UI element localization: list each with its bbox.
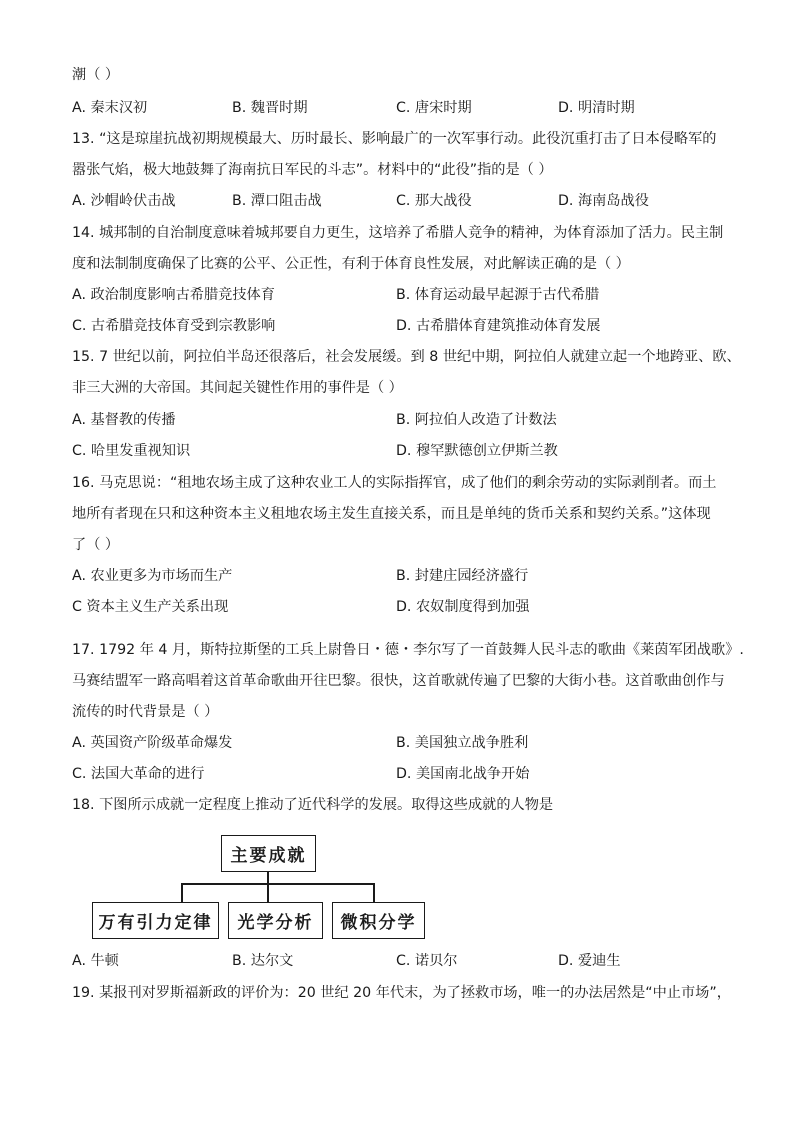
q16-option-b[interactable]: B. 封建庄园经济盛行 bbox=[396, 568, 529, 584]
q13-option-c[interactable]: C. 那大战役 bbox=[396, 193, 472, 209]
q13-stem-line2: 嚣张气焰，极大地鼓舞了海南抗日军民的斗志”。材料中的“此役”指的是（ ） bbox=[72, 162, 553, 178]
q18-stem-line1: 18. 下图所示成就一定程度上推动了近代科学的发展。取得这些成就的人物是 bbox=[72, 797, 554, 813]
diagram-box-gravitation: 万有引力定律 bbox=[92, 902, 219, 939]
q15-stem-line2: 非三大洲的大帝国。其间起关键性作用的事件是（ ） bbox=[72, 380, 403, 396]
q13-option-b[interactable]: B. 潭口阻击战 bbox=[232, 193, 322, 209]
q17-option-b[interactable]: B. 美国独立战争胜利 bbox=[396, 735, 529, 751]
diagram-connector-horizontal bbox=[181, 883, 375, 885]
q14-stem-line2: 度和法制制度确保了比赛的公平、公正性，有利于体育良性发展，对此解读正确的是（ ） bbox=[72, 256, 630, 272]
q12-option-b[interactable]: B. 魏晋时期 bbox=[232, 100, 308, 116]
q12-option-c[interactable]: C. 唐宋时期 bbox=[396, 100, 472, 116]
q16-option-d[interactable]: D. 农奴制度得到加强 bbox=[396, 599, 530, 615]
q12-option-a[interactable]: A. 秦末汉初 bbox=[72, 100, 148, 116]
q16-option-a[interactable]: A. 农业更多为市场而生产 bbox=[72, 568, 233, 584]
q13-option-d[interactable]: D. 海南岛战役 bbox=[558, 193, 649, 209]
q18-option-b[interactable]: B. 达尔文 bbox=[232, 953, 294, 969]
q16-stem-line3: 了（ ） bbox=[72, 537, 120, 553]
q13-stem-line1: 13. “这是琼崖抗战初期规模最大、历时最长、影响最广的一次军事行动。此役沉重打击了日本侵略军的 bbox=[72, 131, 717, 147]
q12-option-d[interactable]: D. 明清时期 bbox=[558, 100, 635, 116]
q18-option-c[interactable]: C. 诺贝尔 bbox=[396, 953, 458, 969]
diagram-box-calculus: 微积分学 bbox=[332, 902, 425, 939]
q15-option-b[interactable]: B. 阿拉伯人改造了计数法 bbox=[396, 412, 557, 428]
diagram-connector-middle bbox=[267, 883, 269, 903]
q16-option-c[interactable]: C 资本主义生产关系出现 bbox=[72, 599, 229, 615]
diagram-box-optics: 光学分析 bbox=[228, 902, 323, 939]
q15-option-a[interactable]: A. 基督教的传播 bbox=[72, 412, 176, 428]
q15-option-c[interactable]: C. 哈里发重视知识 bbox=[72, 443, 191, 459]
q15-option-d[interactable]: D. 穆罕默德创立伊斯兰教 bbox=[396, 443, 558, 459]
q17-stem-line1: 17. 1792 年 4 月，斯特拉斯堡的工兵上尉鲁日・德・李尔写了一首鼓舞人民斗志的歌曲《莱茵军团战歌》. bbox=[72, 642, 744, 658]
q15-stem-line1: 15. 7 世纪以前，阿拉伯半岛还很落后，社会发展缓。到 8 世纪中期，阿拉伯人就建立起一个地跨亚、欧、 bbox=[72, 349, 741, 365]
q12-stem-tail: 潮（ ） bbox=[72, 67, 120, 83]
q18-option-a[interactable]: A. 牛顿 bbox=[72, 953, 119, 969]
q17-option-a[interactable]: A. 英国资产阶级革命爆发 bbox=[72, 735, 233, 751]
q17-option-c[interactable]: C. 法国大革命的进行 bbox=[72, 766, 205, 782]
q14-option-b[interactable]: B. 体育运动最早起源于古代希腊 bbox=[396, 287, 600, 303]
q17-option-d[interactable]: D. 美国南北战争开始 bbox=[396, 766, 530, 782]
q19-stem-line1: 19. 某报刊对罗斯福新政的评价为：20 世纪 20 年代末，为了拯救市场，唯一的办法居然是“中止市场”， bbox=[72, 985, 731, 1001]
diagram-top-box: 主要成就 bbox=[221, 835, 316, 872]
q17-stem-line2: 马赛结盟军一路高唱着这首革命歌曲开往巴黎。很快，这首歌就传遍了巴黎的大街小巷。这首歌曲创作与 bbox=[72, 673, 725, 689]
diagram-connector-right bbox=[373, 883, 375, 903]
q14-option-a[interactable]: A. 政治制度影响古希腊竞技体育 bbox=[72, 287, 275, 303]
q14-option-c[interactable]: C. 古希腊竞技体育受到宗教影响 bbox=[72, 318, 276, 334]
q13-option-a[interactable]: A. 沙帽岭伏击战 bbox=[72, 193, 176, 209]
q14-stem-line1: 14. 城邦制的自治制度意味着城邦要自力更生，这培养了希腊人竞争的精神，为体育添加了活力。民主制 bbox=[72, 225, 724, 241]
q16-stem-line1: 16. 马克思说：“租地农场主成了这种农业工人的实际指挥官，成了他们的剩余劳动的实际剥削者。而土 bbox=[72, 475, 717, 491]
diagram-connector-left bbox=[181, 883, 183, 903]
q16-stem-line2: 地所有者现在只和这种资本主义租地农场主发生直接关系，而且是单纯的货币关系和契约关系。”这体现 bbox=[72, 506, 711, 522]
q17-stem-line3: 流传的时代背景是（ ） bbox=[72, 704, 219, 720]
q14-option-d[interactable]: D. 古希腊体育建筑推动体育发展 bbox=[396, 318, 601, 334]
q18-option-d[interactable]: D. 爱迪生 bbox=[558, 953, 621, 969]
